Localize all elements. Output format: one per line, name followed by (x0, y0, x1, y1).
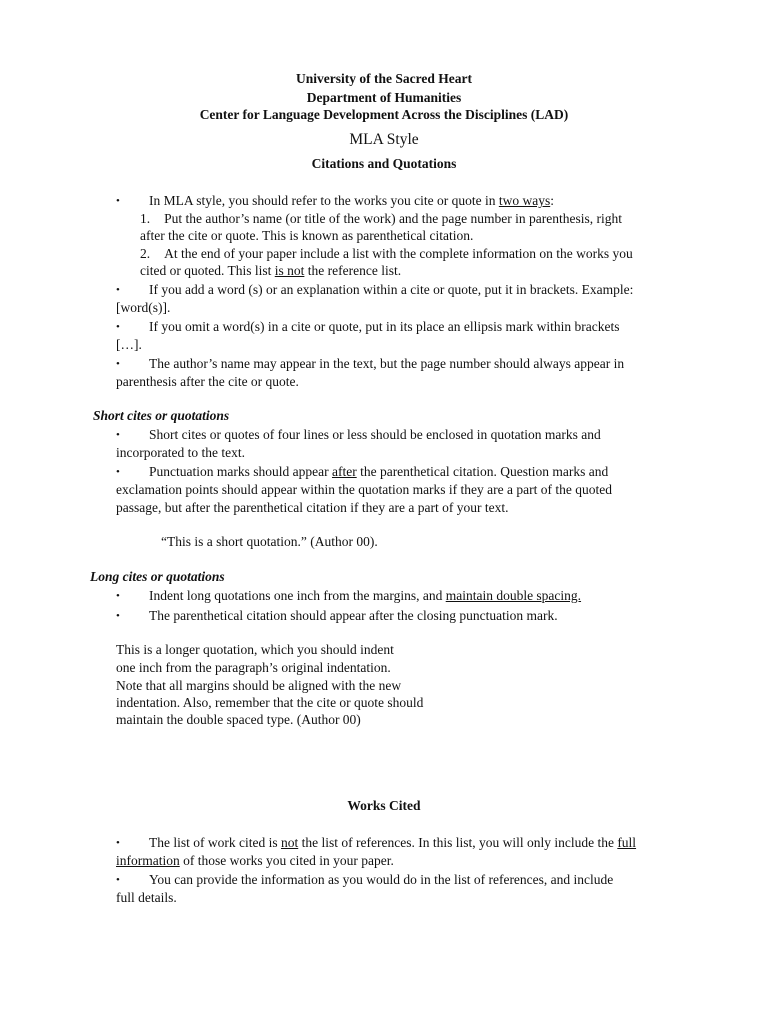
long-cites-heading: Long cites or quotations (90, 569, 225, 584)
intro-bullet-2: If you add a word (s) or an explanation within a cite or quote, put it in brackets. Example: (149, 282, 634, 297)
bullet-icon: • (116, 429, 120, 441)
bullet-icon: • (116, 195, 120, 207)
numbered-item-2: 2. At the end of your paper include a list with the complete information on the works you (140, 246, 633, 261)
works-bullet-2-cont: full details. (116, 890, 177, 905)
intro-bullet-3-cont: […]. (116, 337, 142, 352)
block-quote-line: indentation. Also, remember that the cite or quote should (116, 695, 424, 710)
numbered-item-2-cont: cited or quoted. This list is not the reference list. (140, 263, 402, 278)
department-name: Department of Humanities (306, 90, 462, 105)
works-bullet-1: The list of work cited is not the list of references. In this list, you will only include the full (149, 835, 637, 850)
university-name: University of the Sacred Heart (296, 71, 472, 86)
short-bullet-1: Short cites or quotes of four lines or less should be enclosed in quotation marks and (149, 427, 601, 442)
short-quotation-example: “This is a short quotation.” (Author 00). (161, 534, 378, 549)
short-bullet-2: Punctuation marks should appear after the parenthetical citation. Question marks and (149, 464, 609, 479)
short-bullet-2-cont: exclamation points should appear within the quotation marks if they are a part of the quoted (116, 482, 612, 497)
page-title: MLA Style (349, 131, 419, 148)
short-bullet-1-cont: incorporated to the text. (116, 445, 245, 460)
works-bullet-1-cont: information of those works you cited in your paper. (116, 853, 394, 868)
block-quote-line: one inch from the paragraph’s original indentation. (116, 660, 391, 675)
numbered-item-1-cont: after the cite or quote. This is known as parenthetical citation. (140, 228, 474, 243)
bullet-icon: • (116, 590, 120, 602)
bullet-icon: • (116, 874, 120, 886)
center-name: Center for Language Development Across the Disciplines (LAD) (199, 107, 569, 122)
intro-bullet-4: The author’s name may appear in the text, but the page number should always appear in (149, 356, 625, 371)
bullet-icon: • (116, 610, 120, 622)
bullet-icon: • (116, 837, 120, 849)
block-quote-line: This is a longer quotation, which you should indent (116, 642, 394, 657)
long-bullet-2: The parenthetical citation should appear after the closing punctuation mark. (149, 608, 558, 623)
long-bullet-1: Indent long quotations one inch from the margins, and maintain double spacing. (149, 588, 582, 603)
intro-bullet-3: If you omit a word(s) in a cite or quote, put in its place an ellipsis mark within brackets (149, 319, 620, 334)
works-cited-heading: Works Cited (347, 798, 421, 813)
block-quote-line: Note that all margins should be aligned with the new (116, 678, 402, 693)
short-bullet-2-cont: passage, but after the parenthetical citation if they are a part of your text. (116, 500, 509, 515)
bullet-icon: • (116, 284, 120, 296)
numbered-item-1: 1. Put the author’s name (or title of the work) and the page number in parenthesis, right (140, 211, 623, 226)
bullet-icon: • (116, 358, 120, 370)
short-cites-heading: Short cites or quotations (93, 408, 230, 423)
intro-bullet-4-cont: parenthesis after the cite or quote. (116, 374, 299, 389)
page-subtitle: Citations and Quotations (311, 156, 457, 171)
bullet-icon: • (116, 466, 120, 478)
block-quote-line: maintain the double spaced type. (Author 00) (116, 712, 361, 727)
bullet-icon: • (116, 321, 120, 333)
intro-bullet-2-cont: [word(s)]. (116, 300, 171, 315)
intro-bullet-1: In MLA style, you should refer to the works you cite or quote in two ways: (149, 193, 554, 208)
works-bullet-2: You can provide the information as you would do in the list of references, and include (149, 872, 614, 887)
